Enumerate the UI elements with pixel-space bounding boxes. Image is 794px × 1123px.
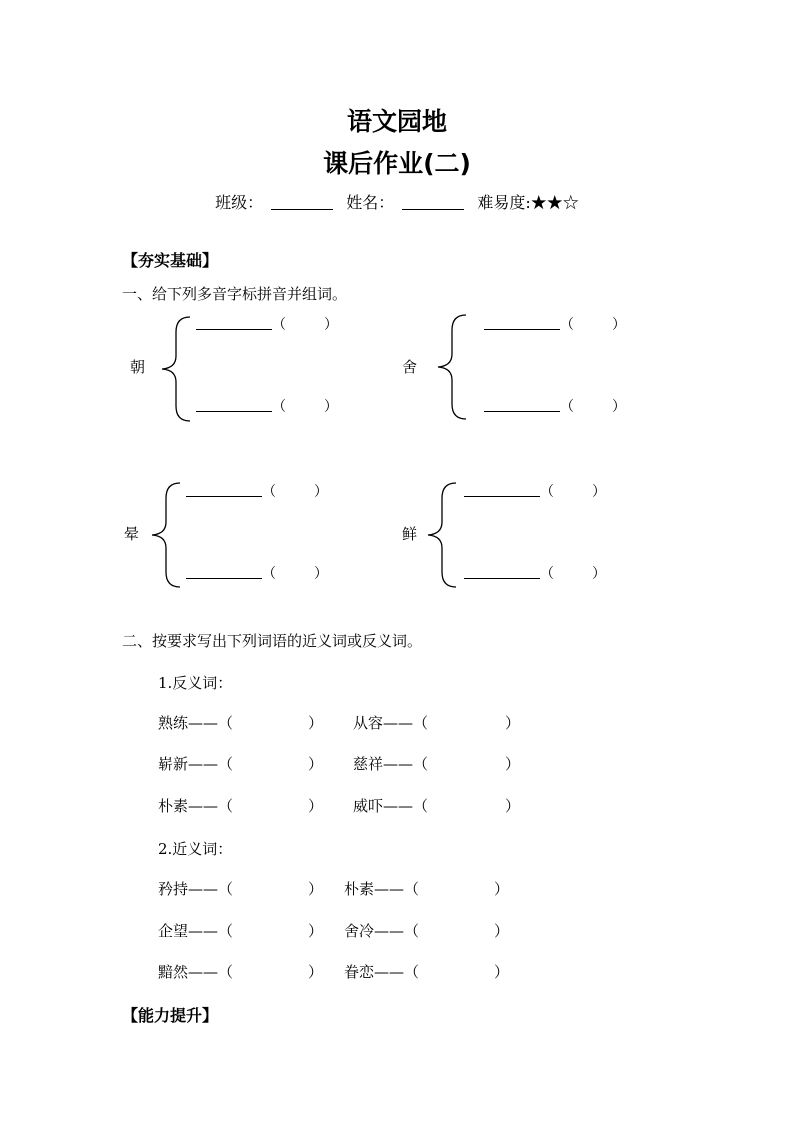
- difficulty-stars: ★★☆: [530, 193, 579, 212]
- polyphone-char: 朝: [130, 358, 146, 376]
- antonym-item: 威吓——（: [353, 797, 429, 815]
- antonym-close: ）: [505, 755, 521, 773]
- synonym-close: ）: [308, 880, 324, 898]
- student-info-line: [0, 190, 794, 213]
- antonym-close: ）: [308, 755, 324, 773]
- section-title-basics: 【夯实基础】: [122, 251, 219, 270]
- word-blank[interactable]: [186, 484, 262, 497]
- antonym-close: ）: [308, 714, 324, 732]
- group-row: （ ）: [464, 481, 606, 501]
- word-blank[interactable]: [464, 566, 540, 579]
- synonym-close: ）: [494, 880, 510, 898]
- brace-icon: [150, 482, 182, 588]
- group-row: （ ）: [186, 481, 328, 501]
- synonym-close: ）: [494, 922, 510, 940]
- name-blank[interactable]: [402, 195, 464, 210]
- question-2: 二、按要求写出下列词语的近义词或反义词。: [122, 632, 423, 650]
- word-blank[interactable]: [196, 399, 272, 412]
- antonym-close: ）: [308, 797, 324, 815]
- word-blank[interactable]: [484, 399, 560, 412]
- page-subtitle: 课后作业(二): [323, 149, 471, 178]
- antonym-label: 1.反义词：: [158, 674, 233, 692]
- antonym-close: ）: [505, 714, 521, 732]
- group-row: （ ）: [186, 563, 328, 583]
- word-blank[interactable]: [186, 566, 262, 579]
- synonym-item: 企望——（: [158, 922, 234, 940]
- brace-icon: [426, 482, 458, 588]
- antonym-item: 从容——（: [353, 714, 429, 732]
- group-row: （ ）: [484, 396, 626, 416]
- synonym-close: ）: [308, 922, 324, 940]
- difficulty-label: 难易度:: [477, 193, 531, 212]
- word-blank[interactable]: [484, 317, 560, 330]
- antonym-item: 熟练——（: [158, 714, 234, 732]
- antonym-item: 朴素——（: [158, 797, 234, 815]
- group-row: （ ）: [196, 396, 338, 416]
- polyphone-char: 舍: [402, 358, 418, 376]
- word-blank[interactable]: [464, 484, 540, 497]
- section-title-advanced: 【能力提升】: [122, 1006, 219, 1025]
- group-row: （ ）: [196, 314, 338, 334]
- antonym-item: 慈祥——（: [353, 755, 429, 773]
- word-blank[interactable]: [196, 317, 272, 330]
- synonym-label: 2.近义词：: [158, 840, 233, 858]
- group-row: （ ）: [464, 563, 606, 583]
- synonym-close: ）: [494, 963, 510, 981]
- synonym-item: 舍冷——（: [344, 922, 420, 940]
- name-label: 姓名：: [346, 193, 395, 212]
- antonym-item: 崭新——（: [158, 755, 234, 773]
- class-blank[interactable]: [271, 195, 333, 210]
- brace-icon: [436, 314, 468, 420]
- synonym-item: 朴素——（: [344, 880, 420, 898]
- synonym-item: 眷恋——（: [344, 963, 420, 981]
- brace-icon: [160, 316, 192, 422]
- polyphone-char: 鲜: [402, 525, 418, 543]
- polyphone-char: 晕: [124, 525, 140, 543]
- synonym-close: ）: [308, 963, 324, 981]
- antonym-close: ）: [505, 797, 521, 815]
- page-title: 语文园地: [346, 107, 447, 136]
- class-label: 班级：: [215, 193, 264, 212]
- synonym-item: 黯然——（: [158, 963, 234, 981]
- group-row: （ ）: [484, 314, 626, 334]
- question-1: 一、给下列多音字标拼音并组词。: [122, 285, 348, 303]
- synonym-item: 矜持——（: [158, 880, 234, 898]
